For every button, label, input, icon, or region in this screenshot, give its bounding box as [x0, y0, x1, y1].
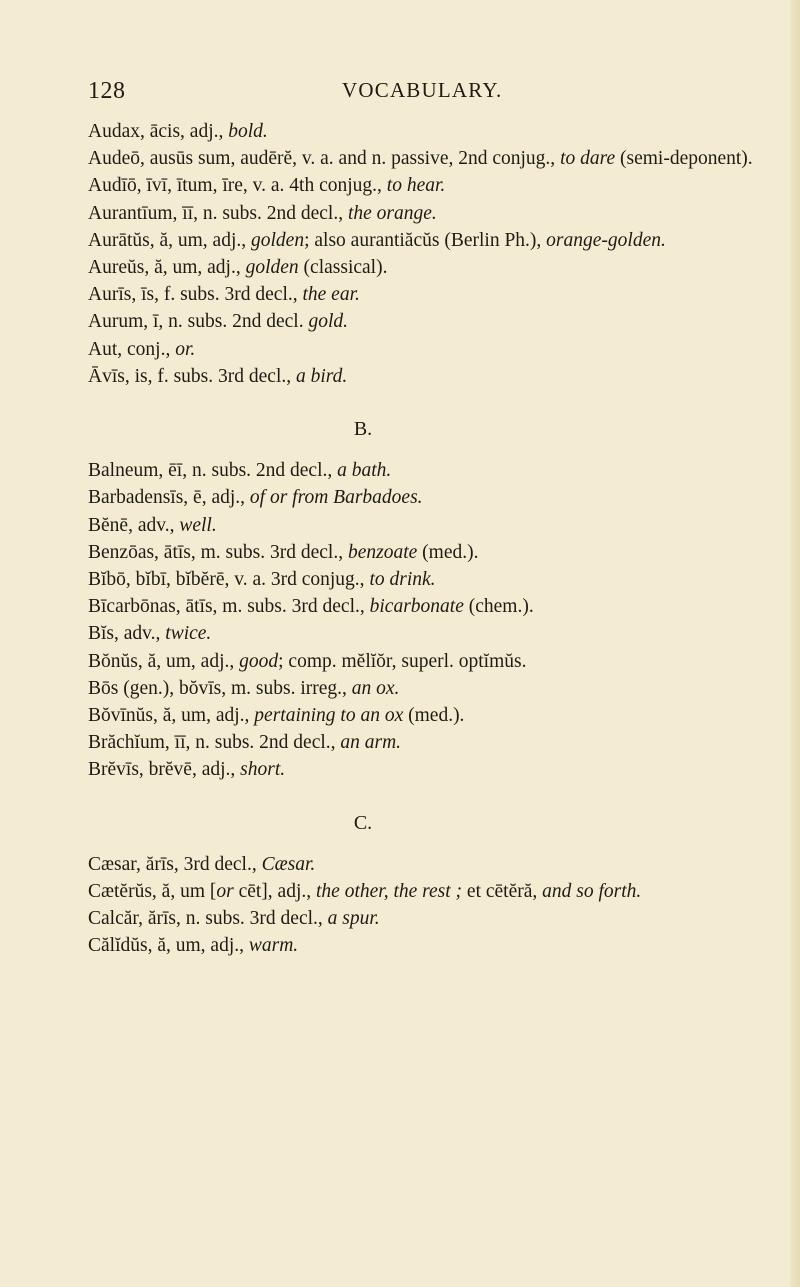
entry-text: Barbadensīs, ē, adj.,	[88, 487, 250, 509]
entry-text: Cæsar, ărīs, 3rd decl.,	[88, 853, 262, 875]
entry-text: Bĕnē, adv.,	[88, 514, 180, 536]
entry-translation: a spur.	[327, 908, 380, 930]
entry-text: Aut, conj.,	[88, 338, 176, 360]
vocabulary-entry	[88, 620, 778, 647]
entry-text: Brăchĭum, īī, n. subs. 2nd decl.,	[88, 732, 341, 754]
page-number: 128	[88, 78, 126, 104]
entry-translation: an arm.	[340, 732, 402, 754]
entry-text: (chem.).	[463, 596, 534, 618]
entry-translation: gold.	[308, 311, 348, 333]
entry-text: ; comp. mĕlĭŏr, superl. optĭmŭs.	[278, 650, 527, 672]
vocabulary-list	[88, 118, 778, 960]
entry-translation: golden	[245, 257, 299, 279]
entry-text: Audeō, ausūs sum, audērĕ, v. a. and n. passive, 2nd conjug.,	[88, 148, 561, 170]
entry-translation: to drink.	[369, 569, 436, 591]
vocabulary-entry	[88, 200, 778, 227]
entry-text: Bĭbō, bĭbī, bĭbĕrē, v. a. 3rd conjug.,	[88, 569, 370, 591]
vocabulary-entry	[88, 648, 778, 675]
vocabulary-entry	[88, 336, 778, 363]
entry-translation: short.	[240, 759, 286, 781]
entry-text: Āvīs, is, f. subs. 3rd decl.,	[88, 365, 296, 387]
entry-translation: the ear.	[302, 284, 360, 306]
entry-text: (classical).	[298, 257, 388, 279]
section-letter: B.	[353, 418, 373, 441]
vocabulary-entry	[88, 756, 778, 783]
entry-translation: golden	[251, 229, 305, 251]
vocabulary-entry	[88, 145, 778, 172]
entry-text: (med.).	[403, 705, 465, 727]
entry-translation: bold.	[228, 121, 268, 142]
entry-text: Balneum, ēī, n. subs. 2nd decl.,	[88, 460, 338, 482]
page-edge	[790, 0, 800, 1287]
entry-text: Aureŭs, ă, um, adj.,	[88, 257, 246, 279]
entry-text: Benzōas, ātīs, m. subs. 3rd decl.,	[88, 541, 348, 563]
vocabulary-entry	[88, 281, 778, 308]
vocabulary-entry	[88, 932, 778, 959]
vocabulary-entry	[88, 227, 778, 254]
entry-translation: pertaining to an ox	[254, 705, 404, 727]
section-gap	[88, 784, 778, 810]
entry-translation: an ox.	[351, 677, 400, 699]
entry-translation: well.	[179, 514, 217, 536]
entry-translation: a bird.	[296, 365, 348, 387]
vocabulary-entry	[88, 512, 778, 539]
entry-translation: or.	[175, 338, 196, 360]
entry-text: Audax, ācis, adj.,	[88, 121, 229, 142]
entry-translation: the orange.	[347, 202, 437, 224]
vocabulary-entry	[88, 729, 778, 756]
entry-translation: orange-golden.	[546, 229, 666, 251]
entry-translation: benzoate	[347, 541, 418, 563]
vocabulary-entry	[88, 172, 778, 199]
entry-text: Bōs (gen.), bŏvīs, m. subs. irreg.,	[88, 677, 352, 699]
entry-text: Brĕvīs, brĕvē, adj.,	[88, 759, 241, 781]
section-letter: C.	[353, 811, 373, 834]
entry-text: Cætĕrŭs, ă, um [	[88, 881, 217, 903]
page-header	[88, 78, 508, 108]
entry-text: Bŏnŭs, ă, um, adj.,	[88, 650, 240, 672]
vocabulary-entry	[88, 593, 778, 620]
entry-text: Bŏvīnŭs, ă, um, adj.,	[88, 705, 255, 727]
entry-text: Călĭdŭs, ă, um, adj.,	[88, 935, 249, 957]
entry-translation: to dare	[560, 148, 616, 170]
entry-translation: to hear.	[386, 175, 446, 197]
vocabulary-entry	[88, 675, 778, 702]
entry-translation: a bath.	[337, 460, 392, 482]
entry-text: Aurātŭs, ă, um, adj.,	[88, 229, 252, 251]
vocabulary-entry	[88, 539, 778, 566]
entry-translation: warm.	[248, 935, 299, 957]
entry-translation: or	[216, 881, 234, 903]
entry-translation: Cæsar.	[261, 853, 316, 875]
entry-translation: good	[239, 650, 279, 672]
entry-text: cēt], adj.,	[233, 881, 316, 903]
entry-translation: bicarbonate	[369, 596, 464, 618]
entry-text: (semi-deponent).	[615, 148, 753, 170]
entry-translation: of or from Barbadoes.	[249, 487, 423, 509]
entry-translation: twice.	[165, 623, 212, 645]
entry-text: (med.).	[417, 541, 479, 563]
section-gap	[88, 390, 778, 416]
entry-text: Audīō, īvī, ītum, īre, v. a. 4th conjug.,	[88, 175, 387, 197]
entry-text: Aurīs, īs, f. subs. 3rd decl.,	[88, 284, 303, 306]
vocabulary-entry	[88, 566, 778, 593]
entry-text: Aurantīum, īī, n. subs. 2nd decl.,	[88, 202, 348, 224]
vocabulary-entry	[88, 702, 778, 729]
entry-text: Bĭs, adv.,	[88, 623, 166, 645]
entry-translation: the other, the rest ;	[316, 881, 463, 903]
vocabulary-entry	[88, 254, 778, 281]
entry-text: Calcăr, ărīs, n. subs. 3rd decl.,	[88, 908, 328, 930]
running-title: VOCABULARY.	[342, 78, 503, 102]
vocabulary-entry	[88, 118, 778, 145]
vocabulary-entry	[88, 308, 778, 335]
vocabulary-entry	[88, 878, 778, 905]
entry-translation: and so forth.	[542, 881, 642, 903]
vocabulary-entry	[88, 851, 778, 878]
entry-text: ; also aurantiăcŭs (Berlin Ph.),	[304, 229, 547, 251]
vocabulary-entry	[88, 363, 778, 390]
vocabulary-entry	[88, 457, 778, 484]
entry-text: et cētĕră,	[462, 881, 543, 903]
vocabulary-entry	[88, 905, 778, 932]
vocabulary-entry	[88, 484, 778, 511]
entry-text: Bīcarbōnas, ātīs, m. subs. 3rd decl.,	[88, 596, 370, 618]
entry-text: Aurum, ī, n. subs. 2nd decl.	[88, 311, 309, 333]
